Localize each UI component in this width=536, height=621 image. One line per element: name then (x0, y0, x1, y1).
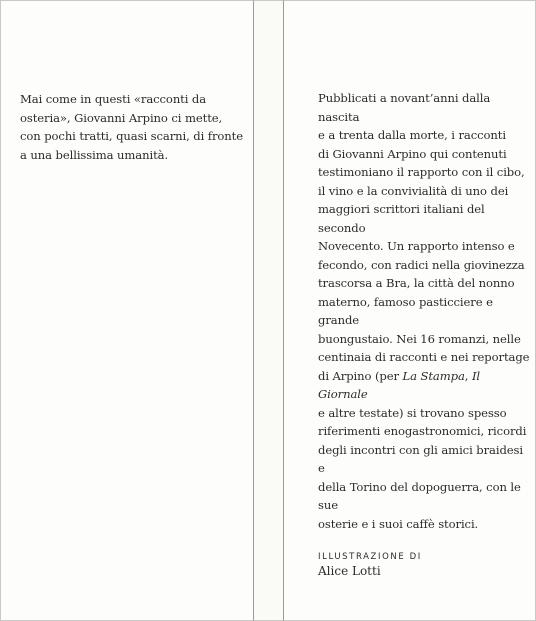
spine (253, 0, 284, 621)
right-flap-text-part-2: e altre testate) si trovano spesso riferimenti enogastronomici, ricordi degli incontri con gli amici braidesi e della Torino del dopoguerra, con le sue osterie e i suoi caffè storici. (318, 405, 527, 531)
right-flap-text-part-1: Pubblicati a novant’anni dalla nascita e a trenta dalla morte, i racconti di Giovanni Arpino qui contenuti testimoniano il rapporto con il cibo, il vino e la convivialità di uno dei maggiori scrittori italiani del secondo Novecento. Un rapporto intenso e fecondo, con radici nella giovinezza trascorsa a Bra, la città del nonno materno, famoso pasticciere e grande buongustaio. Nei 16 romanzi, nelle centinaia di racconti e nei reportage di Arpino (per (318, 91, 530, 383)
illustration-credit-label: ILLUSTRAZIONE DI (318, 552, 422, 562)
illustrator-name: Alice Lotti (318, 564, 381, 578)
left-flap-text: Mai come in questi «racconti da osteria», Giovanni Arpino ci mette, con pochi tratti, quasi scarni, di fronte a una bellissima umanità. (20, 92, 243, 162)
right-flap-separator: , (464, 368, 472, 383)
newspaper-la-stampa: La Stampa (402, 368, 465, 383)
right-flap-text (318, 89, 530, 533)
newspaper-il-giornale: Il Giornale (318, 368, 481, 401)
